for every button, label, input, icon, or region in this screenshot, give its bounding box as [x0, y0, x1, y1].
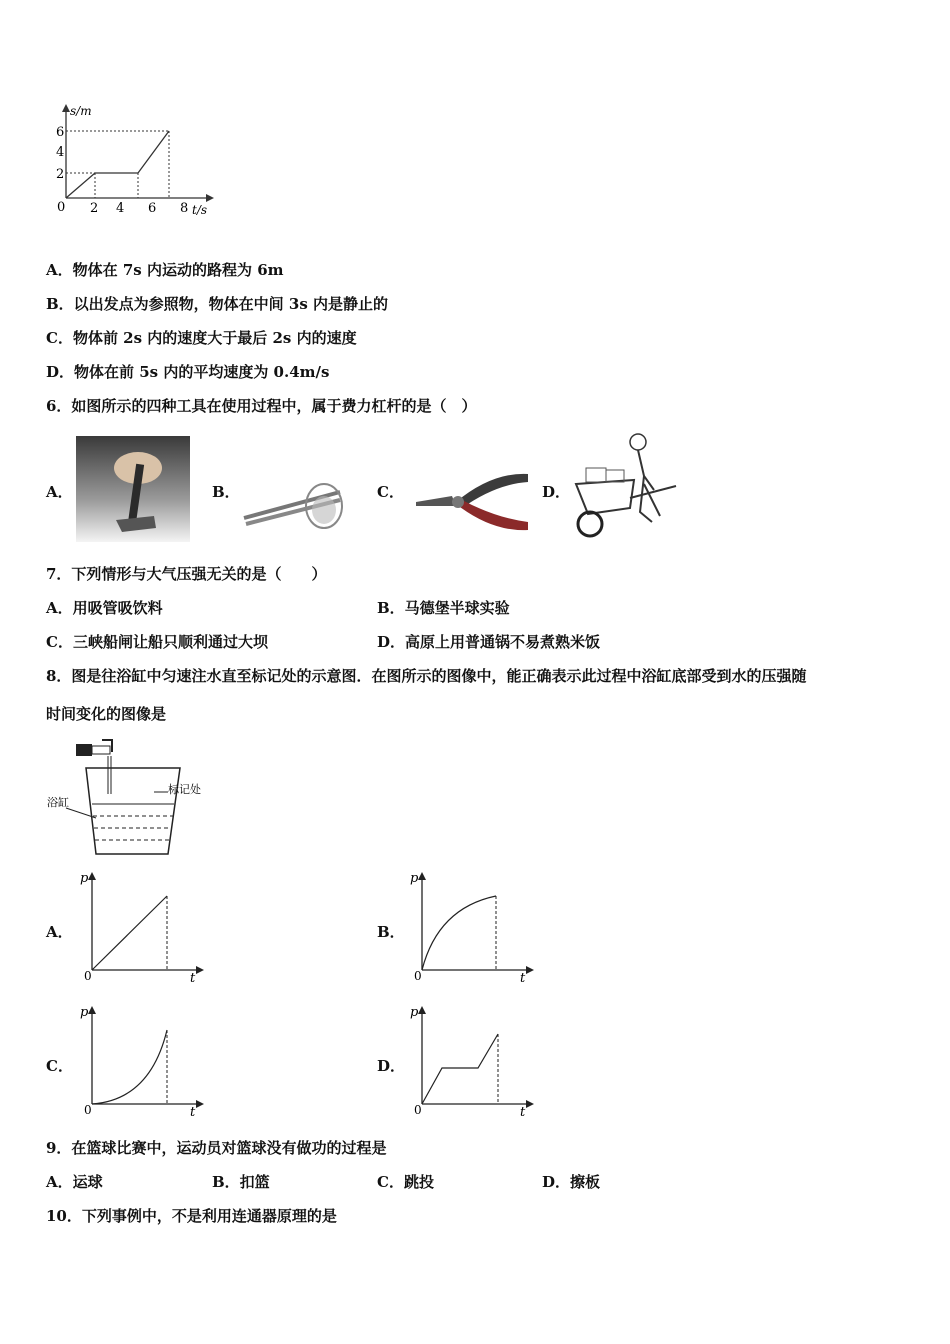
q9-stem: 9．在篮球比赛中，运动员对篮球没有做功的过程是	[46, 1139, 387, 1157]
q6-stem: 6．如图所示的四种工具在使用过程中，属于费力杠杆的是（ ）	[46, 397, 477, 415]
axis-p: p	[410, 871, 419, 886]
origin-label: 0	[414, 1103, 422, 1117]
axis-p: p	[410, 1005, 419, 1020]
q6-label-d: D．	[542, 483, 571, 501]
wheelbarrow-image	[570, 428, 682, 540]
origin-label: 0	[84, 969, 92, 983]
tongs-image	[240, 478, 350, 534]
q6-label-c: C．	[377, 483, 404, 501]
q9-option-d: D．擦板	[542, 1173, 601, 1191]
q8-label-c: C．	[46, 1057, 73, 1075]
p-t-graph-b	[410, 866, 538, 986]
y-tick: 6	[56, 125, 65, 140]
p-t-graph-a	[80, 866, 208, 986]
axis-t: t	[190, 971, 196, 986]
origin-label: 0	[84, 1103, 92, 1117]
x-tick: 4	[116, 201, 125, 216]
q9-option-b: B．扣篮	[212, 1173, 270, 1191]
x-tick: 2	[90, 201, 99, 216]
y-tick: 4	[56, 145, 65, 160]
q8-stem-line2: 时间变化的图像是	[46, 705, 167, 723]
pliers-image	[412, 466, 532, 538]
q6-label-b: B．	[212, 483, 240, 501]
axis-t: t	[520, 971, 526, 986]
mark-label: 标记处	[168, 783, 201, 796]
x-axis-label: t/s	[192, 203, 208, 217]
q5-option-a: A．物体在 7s 内运动的路程为 6m	[46, 261, 284, 279]
bathtub-diagram	[46, 736, 216, 860]
q9-option-c: C．跳投	[377, 1173, 434, 1191]
q5-option-c: C．物体前 2s 内的速度大于最后 2s 内的速度	[46, 329, 357, 347]
q7-option-c: C．三峡船闸让船只顺利通过大坝	[46, 633, 268, 651]
origin-label: 0	[414, 969, 422, 983]
q8-label-a: A．	[46, 923, 73, 941]
tub-label: 浴缸	[47, 796, 69, 809]
x-tick: 6	[148, 201, 157, 216]
q8-label-b: B．	[377, 923, 405, 941]
axis-p: p	[80, 871, 89, 886]
q7-option-b: B．马德堡半球实验	[377, 599, 510, 617]
y-tick: 2	[56, 167, 65, 182]
x-tick: 8	[180, 201, 189, 216]
q7-option-d: D．高原上用普通锅不易煮熟米饭	[377, 633, 601, 651]
q10-stem: 10．下列事例中，不是利用连通器原理的是	[46, 1207, 337, 1225]
origin-label: 0	[57, 200, 66, 215]
y-axis-label: s/m	[70, 104, 92, 118]
q6-label-a: A．	[46, 483, 73, 501]
q5-option-d: D．物体在前 5s 内的平均速度为 0.4m/s	[46, 363, 330, 381]
s-t-graph	[48, 100, 218, 225]
q8-label-d: D．	[377, 1057, 406, 1075]
q7-option-a: A．用吸管吸饮料	[46, 599, 163, 617]
axis-p: p	[80, 1005, 89, 1020]
p-t-graph-c	[80, 1000, 208, 1120]
q8-stem-line1: 8．图是往浴缸中匀速注水直至标记处的示意图．在图所示的图像中，能正确表示此过程中浴缸底部受到水的压强随	[46, 667, 807, 685]
q7-stem: 7．下列情形与大气压强无关的是（ ）	[46, 565, 327, 583]
q5-option-b: B．以出发点为参照物，物体在中间 3s 内是静止的	[46, 295, 389, 313]
p-t-graph-d	[410, 1000, 538, 1120]
q9-option-a: A．运球	[46, 1173, 103, 1191]
axis-t: t	[520, 1105, 526, 1120]
axis-t: t	[190, 1105, 196, 1120]
hammer-image	[76, 436, 190, 542]
